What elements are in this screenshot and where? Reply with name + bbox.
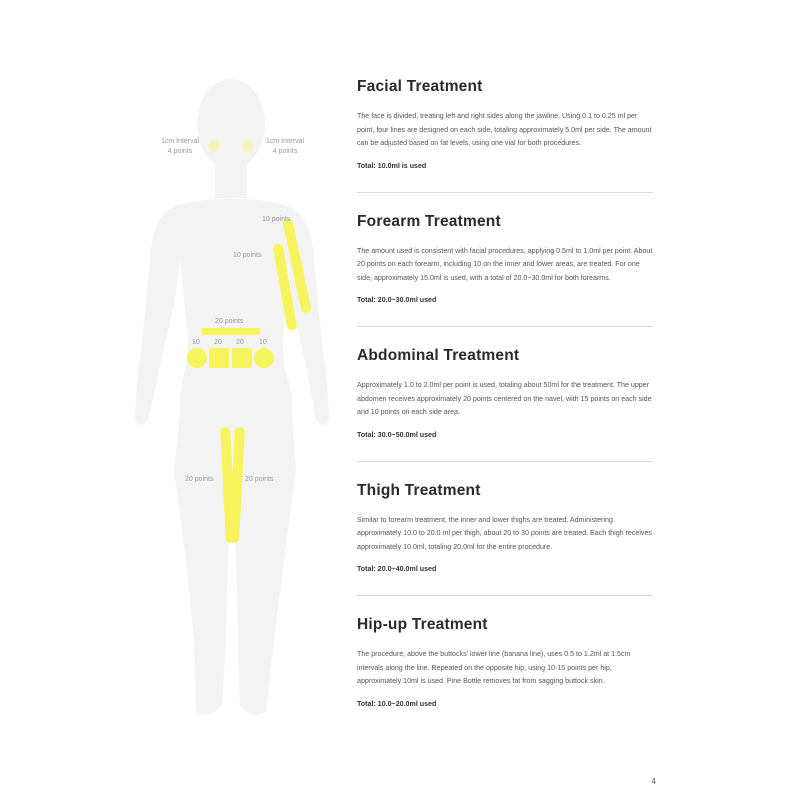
section-body: The procedure, above the buttocks' lower line (banana line), uses 0.5 to 1.2ml at 1.5cm intervals along the line. Repeated on the opposite hip, using 10-15 points per hip, approximately 10ml is used. Pine Bottle removes fat from sagging buttock skin. <box>357 650 631 686</box>
section-body: Approximately 1.0 to 2.0ml per point is used, totaling about 50ml for the treatment. The upper abdomen receives approximately 20 points centered on the navel, with 15 points on each side and 10 points on each side area. <box>357 381 652 417</box>
face-left-mark <box>208 140 220 152</box>
face-left-label: 1cm Interval 4 points <box>160 138 200 155</box>
thigh-right-label: 20 points <box>245 476 274 483</box>
section-title: Thigh Treatment <box>357 481 481 499</box>
page-number: 4 <box>651 777 656 786</box>
section-hip-up <box>357 614 653 749</box>
abdomen-number-4: 10 <box>259 339 267 346</box>
abdomen-number-3: 20 <box>236 339 244 346</box>
forearm-outer-label: 10 points <box>262 216 291 223</box>
section-thigh <box>357 480 653 615</box>
abdomen-mark-3 <box>232 348 252 368</box>
section-total: Total: 20.0~40.0ml used <box>357 565 437 574</box>
neck-shape <box>215 160 247 198</box>
section-total: Total: 10.0ml is used <box>357 161 427 170</box>
section-divider <box>357 595 653 596</box>
section-divider <box>357 461 653 462</box>
section-total: Total: 20.0~30.0ml used <box>357 296 437 305</box>
section-title: Forearm Treatment <box>357 212 501 230</box>
face-right-label: 1cm Interval 4 points <box>265 138 305 155</box>
abdomen-mark-2 <box>209 348 229 368</box>
torso-shape <box>135 199 329 426</box>
section-title: Hip-up Treatment <box>357 616 488 633</box>
section-total: Total: 30.0~50.0ml used <box>357 430 437 439</box>
section-forearm <box>357 211 653 346</box>
section-total: Total: 10.0~20.0ml used <box>357 699 437 708</box>
abdomen-number-2: 20 <box>214 339 222 346</box>
section-divider <box>357 326 653 327</box>
thigh-left-label: 20 points <box>185 476 214 483</box>
section-title: Facial Treatment <box>357 78 483 95</box>
face-right-mark <box>242 140 254 152</box>
abdomen-mark-4 <box>254 348 274 368</box>
body-diagram <box>0 0 340 800</box>
abdomen-number-1: 10 <box>192 339 200 346</box>
section-body: The amount used is consistent with facial procedures, applying 0.5ml to 1.0ml per point. About 20 points on each forearm, including 10 on the inner and lower areas, are treated. For one side, approximately 15.0ml is used, with a total of 20.0~30.0ml for both forearms. <box>357 246 653 282</box>
section-abdominal <box>357 345 653 480</box>
forearm-inner-label: 10 points <box>233 252 262 259</box>
abdomen-top-label: 20 points <box>215 318 244 325</box>
section-title: Abdominal Treatment <box>357 347 520 364</box>
abdomen-top-mark <box>202 328 260 335</box>
body-silhouette <box>0 0 340 800</box>
section-body: The face is divided, treating left and right sides along the jawline. Using 0.1 to 0.25 ml per point, four lines are designed on each side, totaling approximately 5.0ml per side. The amount can be adjusted based on fat levels, using one vial for both procedures. <box>357 112 652 148</box>
head-shape <box>197 79 265 169</box>
section-divider <box>357 192 653 193</box>
section-facial <box>357 76 653 211</box>
treatment-sections <box>357 76 653 749</box>
abdomen-mark-1 <box>187 348 207 368</box>
section-body: Similar to forearm treatment, the inner and lower thighs are treated. Administering approximately 10.0 to 20.0 ml per thigh, about 20 to 30 points are treated. Each thigh receives approximately 10.0ml, totaling 20.0ml for the entire procedure. <box>357 515 652 551</box>
